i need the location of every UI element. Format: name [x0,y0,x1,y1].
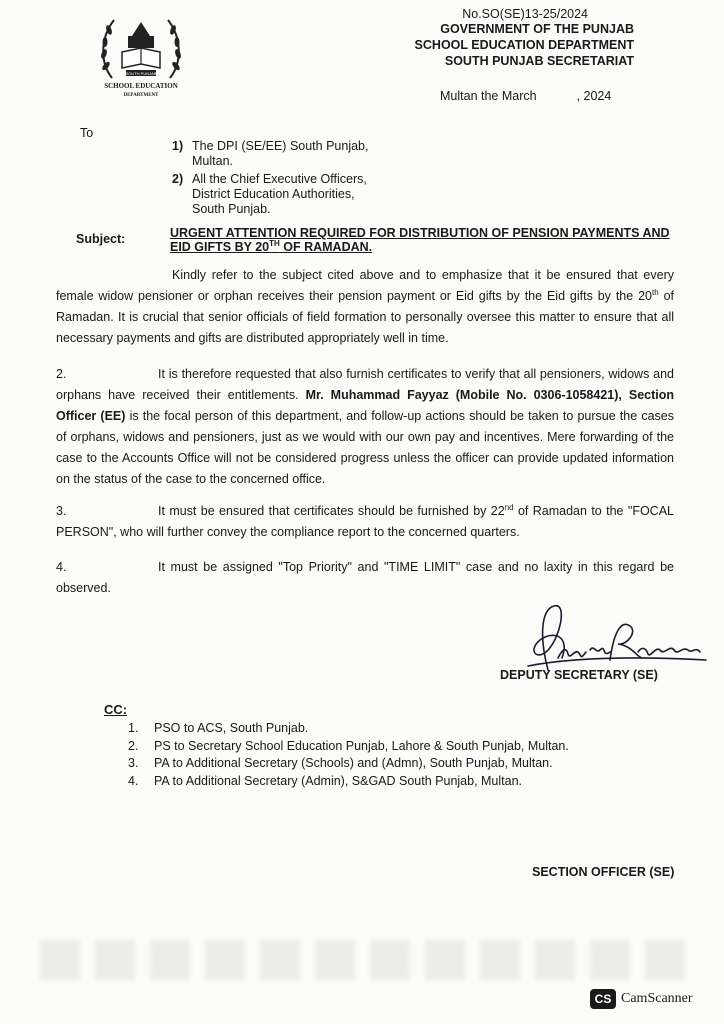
superscript: nd [504,502,514,512]
camscanner-label: CamScanner [621,991,693,1006]
cc-item [128,738,569,756]
logo-caption [92,82,190,100]
letter-number: No.SO(SE)13-25/2024 [462,7,588,21]
paragraph-1 [56,265,674,349]
cc-item [128,720,569,738]
bleed-through-shadow [40,940,690,980]
cc-item-text: PSO to ACS, South Punjab. [154,721,309,735]
paragraph-number: 2. [56,367,67,381]
addressee-line: Multan. [192,154,233,168]
to-label: To [80,126,94,140]
subject-text [170,226,670,254]
paragraph-text: It must be assigned "Top Priority" and "TIME LIMIT" case and no laxity in this regard be observed. [56,560,674,595]
cc-item [128,773,569,791]
subject-superscript: TH [269,238,280,248]
cc-list [128,720,569,790]
header-line-3: SOUTH PUNJAB SECRETARIAT [444,54,634,68]
camscanner-watermark [590,989,693,1009]
addressee-line: All the Chief Executive Officers, [192,172,367,186]
logo-emblem-text: SOUTH PUNJAB [125,71,157,76]
paragraph-number: 4. [56,560,67,574]
addressee-line: District Education Authorities, [192,187,355,201]
addressee-line: The DPI (SE/EE) South Punjab, [192,139,369,153]
header-line-2: SCHOOL EDUCATION DEPARTMENT [414,38,634,52]
logo-caption-line2: DEPARTMENT [123,93,159,98]
cc-item-number: 1. [128,721,139,735]
paragraph-4 [56,557,674,599]
paragraph-text: is the focal person of this department, and follow-up actions should be taken to pursue the cases of orphans, widows and pensioners, just as we would with our own pay and incentives. Mere forwarding of the case to the Accounts Office will not be considered progress unless the officer can provide updated information on the status of the case to the concerned office. [56,409,674,486]
camscanner-logo-icon: CS [590,989,616,1009]
addressee-2 [172,172,367,217]
paragraph-text: It must be ensured that certificates should be furnished by 22 [158,504,505,518]
subject-text-part: OF RAMADAN. [279,240,373,254]
superscript: th [652,287,659,297]
cc-item-number: 3. [128,756,139,770]
subject-text-part: URGENT ATTENTION REQUIRED FOR DISTRIBUTION OF PENSION PAYMENTS AND EID GIFTS BY 20 [170,226,670,254]
cc-item-text: PA to Additional Secretary (Admin), S&GAD South Punjab, Multan. [154,773,523,788]
date-line [440,89,611,103]
paragraph-text: It is therefore requested that also furnish certificates to verify that all pensioners, widows and orphans have received their entitlements. [56,367,674,402]
paragraph-text: of Ramadan to the "FOCAL PERSON", who will further convey the compliance report to the concerned quarters. [56,504,674,539]
paragraph-text: of Ramadan. It is crucial that senior officials of field formation to personally oversee this matter to ensure that all necessary payments and gifts are distributed appropriately well in time. [56,289,675,345]
cc-item-text: PS to Secretary School Education Punjab, Lahore & South Punjab, Multan. [154,738,569,753]
deputy-secretary-title: DEPUTY SECRETARY (SE) [500,668,658,682]
section-officer-title: SECTION OFFICER (SE) [532,865,675,879]
paragraph-2 [56,364,674,490]
subject-label: Subject: [76,232,126,246]
date-prefix: Multan the March [440,89,537,103]
addressee-number: 2) [172,172,184,186]
header-line-1: GOVERNMENT OF THE PUNJAB [440,22,634,36]
focal-person-name: Mr. Muhammad Fayyaz (Mobile No. 0306-1058421), Section Officer (EE) [56,388,675,423]
addressee-line: South Punjab. [192,202,271,216]
logo-caption-line1: SCHOOL EDUCATION [104,82,178,90]
addressee-1 [172,139,368,169]
cc-item-number: 2. [128,738,139,753]
addressee-number: 1) [172,139,184,153]
paragraph-number: 3. [56,504,67,518]
cc-item-number: 4. [128,773,139,788]
paragraph-text: Kindly refer to the subject cited above and to emphasize that it be ensured that every female widow pensioner or orphan receives their pension payment or Eid gifts by the Eid gifts by the 20 [56,268,674,303]
cc-item-text: PA to Additional Secretary (Schools) and (Admn), South Punjab, Multan. [154,756,553,770]
paragraph-3 [56,501,674,543]
cc-item [128,755,569,773]
cc-label: CC: [104,702,128,717]
date-year: , 2024 [576,89,612,103]
